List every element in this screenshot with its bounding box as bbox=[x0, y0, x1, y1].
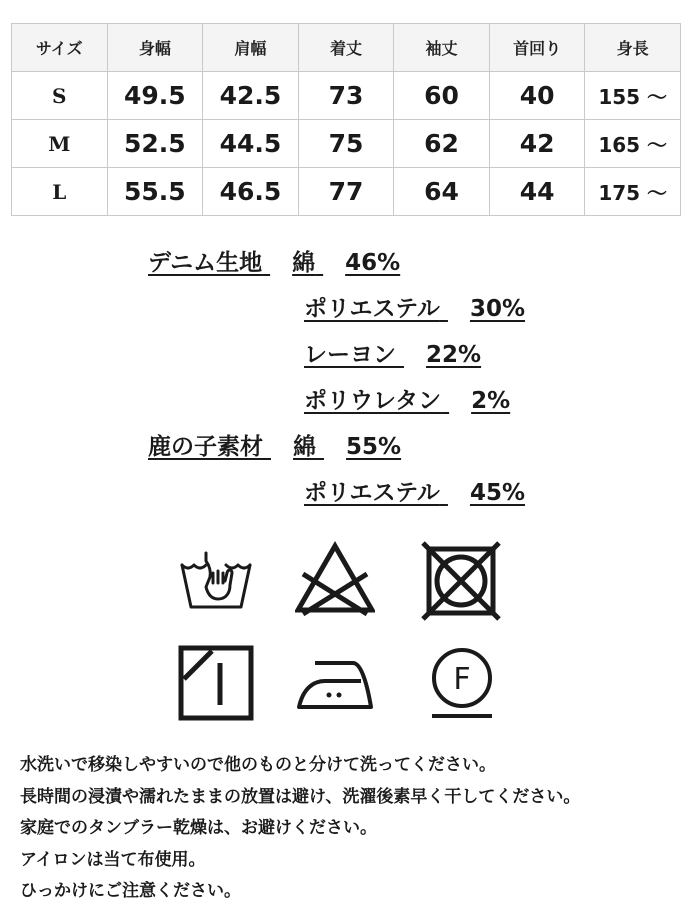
table-cell: 73 bbox=[298, 72, 394, 120]
header-body-width: 身幅 bbox=[107, 24, 203, 72]
care-notes bbox=[20, 750, 580, 908]
table-cell: 77 bbox=[298, 168, 394, 216]
table-cell: 62 bbox=[394, 120, 490, 168]
dry-clean-letter: F bbox=[453, 662, 471, 697]
size-cell: M bbox=[12, 120, 108, 168]
dry-clean-f-icon bbox=[422, 643, 502, 723]
table-cell: 155 〜 bbox=[585, 72, 681, 120]
header-shoulder-width: 肩幅 bbox=[203, 24, 299, 72]
table-row bbox=[12, 72, 681, 120]
note-line: ひっかけにご注意ください。 bbox=[20, 881, 241, 901]
note-line: 長時間の浸漬や濡れたままの放置は避け、洗濯後素早く干してください。 bbox=[20, 786, 581, 807]
deerskin-line bbox=[148, 428, 401, 461]
table-cell: 55.5 bbox=[107, 168, 203, 216]
material-percent: 30% bbox=[469, 296, 526, 322]
no-tumble-dry-icon bbox=[421, 541, 501, 621]
header-size: サイズ bbox=[12, 24, 108, 72]
denim-line bbox=[148, 244, 400, 277]
material-line bbox=[304, 336, 481, 369]
table-cell: 46.5 bbox=[203, 168, 299, 216]
table-cell: 75 bbox=[298, 120, 394, 168]
material-name: 綿 bbox=[292, 250, 316, 276]
note-line: 水洗いで移染しやすいので他のものと分けて洗ってください。 bbox=[20, 755, 496, 775]
material-percent: 2% bbox=[471, 388, 511, 414]
note-line: 家庭でのタンブラー乾燥は、お避けください。 bbox=[20, 818, 377, 838]
table-cell: 175 〜 bbox=[585, 168, 681, 216]
table-row bbox=[12, 168, 681, 216]
material-name: レーヨン bbox=[304, 342, 396, 368]
size-table bbox=[11, 23, 681, 216]
header-height: 身長 bbox=[585, 24, 681, 72]
table-cell: 52.5 bbox=[107, 120, 203, 168]
material-line bbox=[304, 474, 525, 507]
material-percent: 46% bbox=[345, 250, 401, 276]
table-cell: 42 bbox=[489, 120, 585, 168]
material-name: ポリエステル bbox=[304, 296, 440, 322]
table-cell: 44.5 bbox=[203, 120, 299, 168]
table-cell: 64 bbox=[394, 168, 490, 216]
material-name: 綿 bbox=[293, 434, 317, 460]
table-cell: 49.5 bbox=[107, 72, 203, 120]
material-line bbox=[304, 382, 510, 415]
line-dry-shade-icon bbox=[176, 643, 256, 723]
material-percent: 55% bbox=[346, 434, 402, 460]
material-name: ポリウレタン bbox=[304, 388, 442, 414]
header-sleeve-length: 袖丈 bbox=[394, 24, 490, 72]
material-name: ポリエステル bbox=[304, 480, 440, 506]
hand-wash-icon bbox=[176, 543, 256, 623]
material-line bbox=[304, 290, 525, 323]
no-bleach-icon bbox=[295, 540, 375, 620]
table-cell: 40 bbox=[489, 72, 585, 120]
size-table-header-row bbox=[12, 24, 681, 72]
note-line: アイロンは当て布使用。 bbox=[20, 849, 206, 870]
table-cell: 60 bbox=[394, 72, 490, 120]
material-percent: 45% bbox=[469, 480, 526, 506]
table-row bbox=[12, 120, 681, 168]
header-neck: 首回り bbox=[489, 24, 585, 72]
iron-low-temp-icon bbox=[295, 643, 375, 723]
table-cell: 165 〜 bbox=[585, 120, 681, 168]
size-cell: S bbox=[12, 72, 108, 120]
size-cell: L bbox=[12, 168, 108, 216]
table-cell: 44 bbox=[489, 168, 585, 216]
deerskin-label: 鹿の子素材 bbox=[148, 434, 263, 460]
denim-label: デニム生地 bbox=[148, 250, 263, 276]
table-cell: 42.5 bbox=[203, 72, 299, 120]
header-length: 着丈 bbox=[298, 24, 394, 72]
material-percent: 22% bbox=[426, 342, 482, 368]
